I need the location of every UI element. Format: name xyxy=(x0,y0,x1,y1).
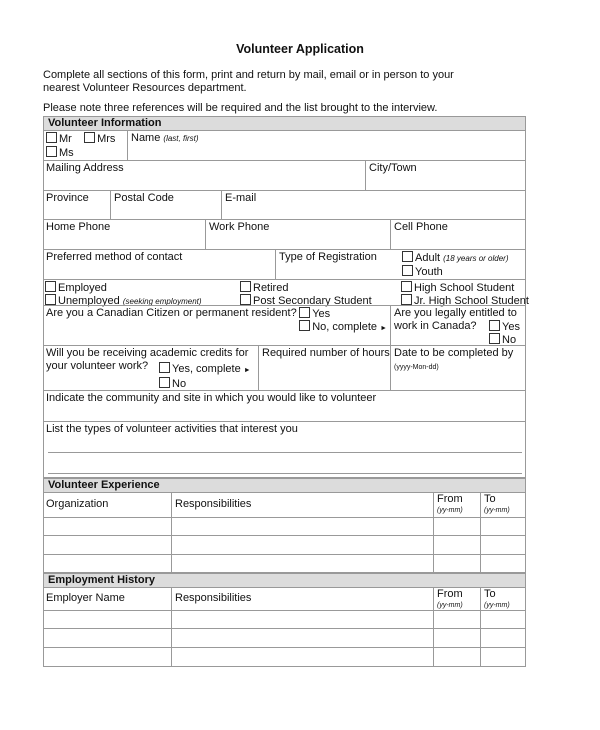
table-cell-to[interactable] xyxy=(480,554,526,573)
table-cell-from[interactable] xyxy=(433,517,480,536)
table-cell-responsibilities[interactable] xyxy=(171,554,433,573)
table-cell-from[interactable] xyxy=(433,647,480,666)
table-cell-from[interactable] xyxy=(433,554,480,573)
work-phone-field[interactable]: Work Phone xyxy=(205,219,390,249)
table-cell-to[interactable] xyxy=(480,628,526,647)
form-title: Volunteer Application xyxy=(236,42,364,56)
table-cell-responsibilities[interactable] xyxy=(171,517,433,536)
province-field[interactable]: Province xyxy=(43,190,110,219)
adult-checkbox[interactable]: Adult (18 years or older) xyxy=(402,252,509,264)
citizen-no-checkbox[interactable]: No, complete ► xyxy=(299,321,387,333)
entitled-cell: Are you legally entitled to work in Canada? Yes No xyxy=(390,305,526,345)
retired-checkbox[interactable]: Retired xyxy=(240,282,288,294)
city-field[interactable]: City/Town xyxy=(365,160,526,190)
citizen-cell: Are you a Canadian Citizen or permanent resident? Yes No, complete ► xyxy=(43,305,390,345)
youth-checkbox[interactable]: Youth xyxy=(402,266,443,278)
intro-text: Complete all sections of this form, print and return by mail, email or in person to your nearest Volunteer Resources department. xyxy=(43,69,454,94)
col-to: To (yy-mm) xyxy=(480,587,526,610)
table-cell-name[interactable] xyxy=(43,610,171,629)
credits-yes-checkbox[interactable]: Yes, complete ► xyxy=(159,363,251,375)
col-responsibilities: Responsibilities xyxy=(171,587,433,610)
section-header-volunteer-information: Volunteer Information xyxy=(43,116,526,131)
table-cell-name[interactable] xyxy=(43,647,171,666)
postal-code-field[interactable]: Postal Code xyxy=(110,190,221,219)
table-cell-from[interactable] xyxy=(433,628,480,647)
table-cell-name[interactable] xyxy=(43,517,171,536)
col-from: From (yy-mm) xyxy=(433,587,480,610)
ms-checkbox[interactable]: Ms xyxy=(46,147,74,159)
entitled-no-checkbox[interactable]: No xyxy=(489,334,516,346)
community-field[interactable]: Indicate the community and site in which you would like to volunteer xyxy=(43,390,526,421)
jr-high-checkbox[interactable]: Jr. High School Student xyxy=(401,295,529,307)
table-cell-responsibilities[interactable] xyxy=(171,647,433,666)
cell-phone-field[interactable]: Cell Phone xyxy=(390,219,526,249)
activities-line xyxy=(48,473,522,474)
unemployed-checkbox[interactable]: Unemployed (seeking employment) xyxy=(45,295,202,307)
col-organization: Organization xyxy=(43,492,171,517)
post-secondary-checkbox[interactable]: Post Secondary Student xyxy=(240,295,372,307)
references-note: Please note three references will be required and the list brought to the interview. xyxy=(43,102,438,114)
citizen-yes-checkbox[interactable]: Yes xyxy=(299,308,330,320)
table-cell-from[interactable] xyxy=(433,535,480,554)
home-phone-field[interactable]: Home Phone xyxy=(43,219,205,249)
col-responsibilities: Responsibilities xyxy=(171,492,433,517)
mailing-address-field[interactable]: Mailing Address xyxy=(43,160,365,190)
entitled-yes-checkbox[interactable]: Yes xyxy=(489,321,520,333)
col-employer-name: Employer Name xyxy=(43,587,171,610)
hours-field[interactable]: Required number of hours xyxy=(258,345,390,390)
col-to: To (yy-mm) xyxy=(480,492,526,517)
section-header-volunteer-experience: Volunteer Experience xyxy=(43,478,526,493)
contact-method-field[interactable]: Preferred method of contact xyxy=(43,249,275,279)
table-cell-responsibilities[interactable] xyxy=(171,628,433,647)
title-cell xyxy=(43,130,127,160)
col-from: From (yy-mm) xyxy=(433,492,480,517)
table-cell-to[interactable] xyxy=(480,517,526,536)
registration-cell: Type of Registration Adult (18 years or older) Youth xyxy=(275,249,526,279)
activities-field[interactable]: List the types of volunteer activities that interest you xyxy=(43,421,526,478)
table-cell-responsibilities[interactable] xyxy=(171,535,433,554)
credits-no-checkbox[interactable]: No xyxy=(159,378,186,390)
table-cell-to[interactable] xyxy=(480,610,526,629)
status-cell xyxy=(43,279,529,307)
table-cell-name[interactable] xyxy=(43,628,171,647)
section-header-employment-history: Employment History xyxy=(43,573,526,588)
table-cell-responsibilities[interactable] xyxy=(171,610,433,629)
high-school-checkbox[interactable]: High School Student xyxy=(401,282,514,294)
table-cell-name[interactable] xyxy=(43,554,171,573)
date-field[interactable]: Date to be completed by (yyyy-Mon-dd) xyxy=(390,345,526,390)
table-cell-name[interactable] xyxy=(43,535,171,554)
name-field[interactable]: Name (last, first) xyxy=(127,130,526,160)
credits-cell: Will you be receiving academic credits for your volunteer work? Yes, complete ► No xyxy=(43,345,258,390)
table-cell-to[interactable] xyxy=(480,535,526,554)
activities-line xyxy=(48,452,522,453)
mr-checkbox[interactable]: Mr xyxy=(46,133,72,145)
employed-checkbox[interactable]: Employed xyxy=(45,282,107,294)
table-cell-from[interactable] xyxy=(433,610,480,629)
table-cell-to[interactable] xyxy=(480,647,526,666)
mrs-checkbox[interactable]: Mrs xyxy=(84,133,115,145)
email-field[interactable]: E-mail xyxy=(221,190,526,219)
